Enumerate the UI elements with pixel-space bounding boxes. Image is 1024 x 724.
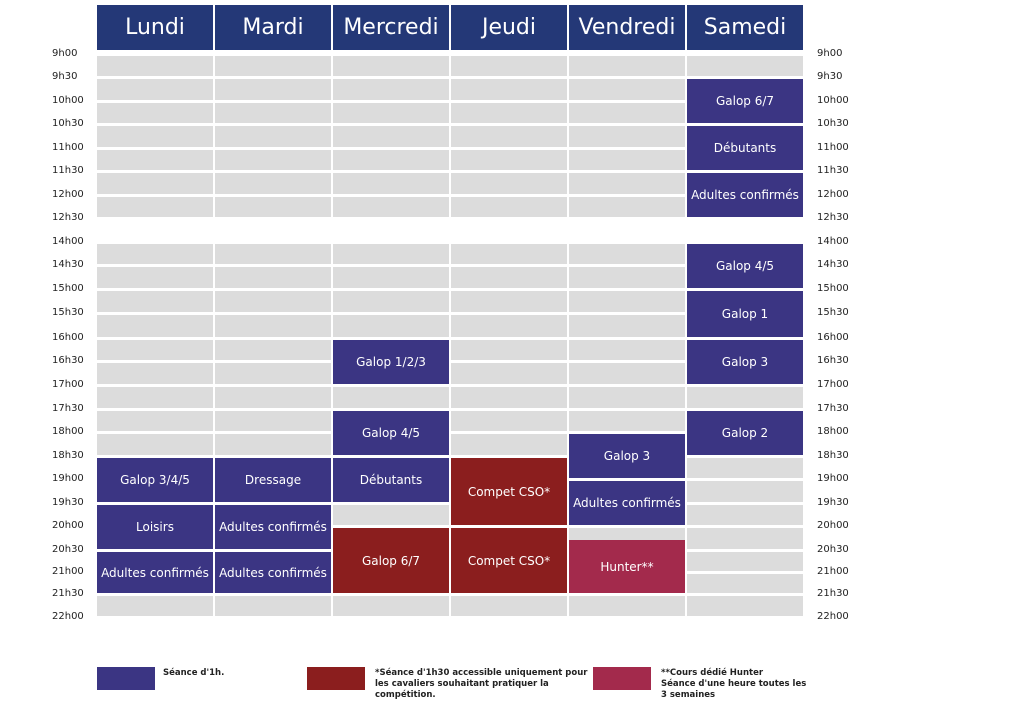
time-label-right: 20h30 [817, 544, 849, 555]
class-session[interactable] [569, 540, 685, 593]
time-slot[interactable] [215, 173, 331, 194]
time-slot[interactable] [451, 340, 567, 360]
class-session[interactable] [687, 126, 803, 170]
class-session-label: Adultes confirmés [219, 520, 327, 534]
time-slot[interactable] [333, 197, 449, 217]
time-slot[interactable] [569, 56, 685, 76]
time-label-right: 16h00 [817, 332, 849, 343]
legend-swatch-standard [97, 667, 155, 690]
class-session[interactable] [451, 528, 567, 593]
class-session[interactable] [97, 552, 213, 593]
time-slot[interactable] [215, 363, 331, 384]
time-slot[interactable] [451, 173, 567, 194]
time-slot[interactable] [333, 596, 449, 616]
time-slot[interactable] [451, 56, 567, 76]
class-session-label: Adultes confirmés [573, 496, 681, 510]
time-slot[interactable] [333, 56, 449, 76]
time-label-right: 16h30 [817, 355, 849, 366]
class-session[interactable] [687, 173, 803, 217]
time-label-right: 17h30 [817, 403, 849, 414]
time-slot[interactable] [215, 291, 331, 312]
time-label-right: 21h30 [817, 588, 849, 599]
time-slot[interactable] [97, 411, 213, 431]
time-slot[interactable] [687, 528, 803, 549]
class-session[interactable] [215, 552, 331, 593]
class-session[interactable] [687, 291, 803, 337]
time-slot[interactable] [569, 173, 685, 194]
time-label-left: 10h00 [52, 95, 84, 106]
class-session[interactable] [451, 458, 567, 525]
time-slot[interactable] [569, 79, 685, 100]
class-session-label: Galop 3 [721, 355, 769, 369]
time-label-right: 14h30 [817, 259, 849, 270]
time-slot[interactable] [687, 481, 803, 502]
legend-line: compétition. [375, 690, 436, 700]
time-label-left: 9h30 [52, 71, 78, 82]
time-slot[interactable] [97, 126, 213, 147]
time-slot[interactable] [451, 150, 567, 170]
time-slot[interactable] [333, 244, 449, 264]
time-slot[interactable] [215, 596, 331, 616]
time-slot[interactable] [451, 103, 567, 123]
time-label-left: 11h30 [52, 165, 84, 176]
time-slot[interactable] [215, 103, 331, 123]
time-label-right: 10h30 [817, 118, 849, 129]
time-slot[interactable] [333, 79, 449, 100]
time-label-right: 21h00 [817, 566, 849, 577]
day-header-mercredi: Mercredi [333, 5, 449, 50]
time-slot[interactable] [97, 150, 213, 170]
legend-swatch-hunter [593, 667, 651, 690]
time-label-right: 12h00 [817, 189, 849, 200]
legend-text-hunter [661, 668, 806, 701]
legend-line: Séance d'1h. [163, 668, 225, 678]
time-slot[interactable] [97, 596, 213, 616]
class-session[interactable] [333, 458, 449, 502]
time-label-right: 15h30 [817, 307, 849, 318]
time-slot[interactable] [687, 505, 803, 525]
day-header-samedi: Samedi [687, 5, 803, 50]
time-label-left: 21h30 [52, 588, 84, 599]
time-slot[interactable] [451, 434, 567, 455]
time-slot[interactable] [569, 244, 685, 264]
time-slot[interactable] [97, 315, 213, 337]
time-slot[interactable] [451, 244, 567, 264]
time-slot[interactable] [97, 340, 213, 360]
time-slot[interactable] [569, 103, 685, 123]
time-slot[interactable] [451, 267, 567, 288]
time-slot[interactable] [569, 150, 685, 170]
time-slot[interactable] [451, 596, 567, 616]
time-label-right: 11h00 [817, 142, 849, 153]
time-slot[interactable] [215, 387, 331, 408]
day-header-vendredi: Vendredi [569, 5, 685, 50]
class-session-label: Galop 6/7 [361, 553, 421, 568]
time-slot[interactable] [451, 291, 567, 312]
time-slot[interactable] [97, 363, 213, 384]
day-header-lundi: Lundi [97, 5, 213, 50]
time-label-left: 15h00 [52, 283, 84, 294]
time-label-left: 18h30 [52, 450, 84, 461]
time-label-left: 20h30 [52, 544, 84, 555]
class-session[interactable] [215, 458, 331, 502]
day-header-mardi: Mardi [215, 5, 331, 50]
time-label-left: 17h00 [52, 379, 84, 390]
class-session-label: Débutants [713, 141, 777, 155]
time-label-right: 19h30 [817, 497, 849, 508]
time-label-left: 9h00 [52, 48, 78, 59]
time-label-left: 18h00 [52, 426, 84, 437]
time-slot[interactable] [97, 267, 213, 288]
class-session-label: Adultes confirmés [691, 188, 799, 202]
time-slot[interactable] [687, 387, 803, 408]
class-session[interactable] [333, 411, 449, 455]
time-label-right: 12h30 [817, 212, 849, 223]
class-session[interactable] [97, 458, 213, 502]
class-session-label: Compet CSO* [467, 553, 551, 568]
class-session-label: Galop 1 [721, 307, 769, 321]
time-slot[interactable] [333, 126, 449, 147]
time-label-left: 12h30 [52, 212, 84, 223]
time-label-left: 12h00 [52, 189, 84, 200]
time-slot[interactable] [569, 363, 685, 384]
time-label-right: 20h00 [817, 520, 849, 531]
time-slot[interactable] [97, 387, 213, 408]
class-session[interactable] [569, 481, 685, 525]
class-session-label: Galop 4/5 [715, 259, 775, 273]
time-slot[interactable] [333, 267, 449, 288]
legend-swatch-competition [307, 667, 365, 690]
time-label-left: 14h30 [52, 259, 84, 270]
time-slot[interactable] [569, 126, 685, 147]
time-label-left: 17h30 [52, 403, 84, 414]
class-session-label: Galop 2 [721, 426, 769, 440]
class-session-label: Galop 3 [603, 449, 651, 463]
class-session-label: Galop 6/7 [715, 94, 775, 108]
time-label-left: 21h00 [52, 566, 84, 577]
time-label-left: 11h00 [52, 142, 84, 153]
legend-line: Séance d'une heure toutes les [661, 679, 807, 689]
time-label-right: 11h30 [817, 165, 849, 176]
time-slot[interactable] [687, 574, 803, 593]
time-slot[interactable] [215, 244, 331, 264]
class-session[interactable] [215, 505, 331, 549]
time-label-left: 22h00 [52, 611, 84, 622]
time-slot[interactable] [569, 387, 685, 408]
time-slot[interactable] [97, 197, 213, 217]
time-slot[interactable] [687, 596, 803, 616]
time-slot[interactable] [333, 150, 449, 170]
time-slot[interactable] [215, 340, 331, 360]
time-slot[interactable] [97, 103, 213, 123]
legend-line: 3 semaines [661, 690, 716, 700]
time-label-right: 9h00 [817, 48, 843, 59]
time-slot[interactable] [333, 103, 449, 123]
time-slot[interactable] [333, 315, 449, 337]
time-label-left: 20h00 [52, 520, 84, 531]
time-slot[interactable] [97, 434, 213, 455]
class-session[interactable] [687, 244, 803, 288]
time-slot[interactable] [97, 79, 213, 100]
legend-line: *Séance d'1h30 accessible uniquement pour [375, 668, 588, 678]
time-label-right: 14h00 [817, 236, 849, 247]
time-label-right: 15h00 [817, 283, 849, 294]
time-slot[interactable] [569, 340, 685, 360]
class-session-label: Hunter** [600, 559, 654, 574]
time-label-right: 10h00 [817, 95, 849, 106]
time-slot[interactable] [333, 505, 449, 525]
class-session[interactable] [97, 505, 213, 549]
time-slot[interactable] [215, 126, 331, 147]
class-session[interactable] [687, 79, 803, 123]
time-label-right: 22h00 [817, 611, 849, 622]
time-label-left: 16h00 [52, 332, 84, 343]
time-label-left: 19h00 [52, 473, 84, 484]
time-slot[interactable] [569, 197, 685, 217]
time-slot[interactable] [215, 411, 331, 431]
time-slot[interactable] [687, 552, 803, 571]
class-session-label: Dressage [244, 473, 302, 487]
time-label-right: 9h30 [817, 71, 843, 82]
class-session[interactable] [569, 434, 685, 478]
time-slot[interactable] [215, 315, 331, 337]
time-slot[interactable] [215, 197, 331, 217]
time-slot[interactable] [451, 411, 567, 431]
time-slot[interactable] [451, 197, 567, 217]
time-label-left: 15h30 [52, 307, 84, 318]
time-label-left: 10h30 [52, 118, 84, 129]
legend-text-competition [375, 668, 587, 701]
class-session-label: Compet CSO* [467, 484, 551, 499]
time-slot[interactable] [97, 244, 213, 264]
class-session-label: Débutants [359, 473, 423, 487]
time-slot[interactable] [215, 79, 331, 100]
legend-line: les cavaliers souhaitant pratiquer la [375, 679, 549, 689]
time-slot[interactable] [451, 315, 567, 337]
time-slot[interactable] [215, 150, 331, 170]
time-slot[interactable] [97, 173, 213, 194]
time-slot[interactable] [333, 387, 449, 408]
time-label-right: 18h30 [817, 450, 849, 461]
class-session-label: Loisirs [136, 520, 174, 534]
time-slot[interactable] [97, 56, 213, 76]
legend-text-standard [163, 668, 224, 679]
time-slot[interactable] [451, 79, 567, 100]
time-slot[interactable] [97, 291, 213, 312]
time-slot[interactable] [569, 267, 685, 288]
class-session-label: Galop 1/2/3 [356, 355, 426, 369]
time-label-right: 19h00 [817, 473, 849, 484]
time-slot[interactable] [215, 56, 331, 76]
time-slot[interactable] [333, 173, 449, 194]
class-session-label: Galop 3/4/5 [120, 473, 190, 487]
time-slot[interactable] [687, 458, 803, 478]
time-label-left: 19h30 [52, 497, 84, 508]
time-slot[interactable] [569, 596, 685, 616]
time-label-right: 17h00 [817, 379, 849, 390]
time-slot[interactable] [451, 363, 567, 384]
legend-line: **Cours dédié Hunter [661, 668, 764, 678]
time-slot[interactable] [687, 56, 803, 76]
time-slot[interactable] [451, 387, 567, 408]
time-label-left: 16h30 [52, 355, 84, 366]
class-session[interactable] [687, 411, 803, 455]
time-slot[interactable] [569, 291, 685, 312]
time-slot[interactable] [451, 126, 567, 147]
time-slot[interactable] [215, 267, 331, 288]
time-label-left: 14h00 [52, 236, 84, 247]
time-slot[interactable] [333, 291, 449, 312]
day-header-jeudi: Jeudi [451, 5, 567, 50]
class-session[interactable] [687, 340, 803, 384]
class-session-label: Galop 4/5 [361, 426, 421, 440]
class-session-label: Adultes confirmés [101, 565, 209, 580]
class-session[interactable] [333, 528, 449, 593]
time-slot[interactable] [215, 434, 331, 455]
time-label-right: 18h00 [817, 426, 849, 437]
time-slot[interactable] [569, 315, 685, 337]
time-slot[interactable] [569, 411, 685, 431]
class-session-label: Adultes confirmés [219, 565, 327, 580]
class-session[interactable] [333, 340, 449, 384]
